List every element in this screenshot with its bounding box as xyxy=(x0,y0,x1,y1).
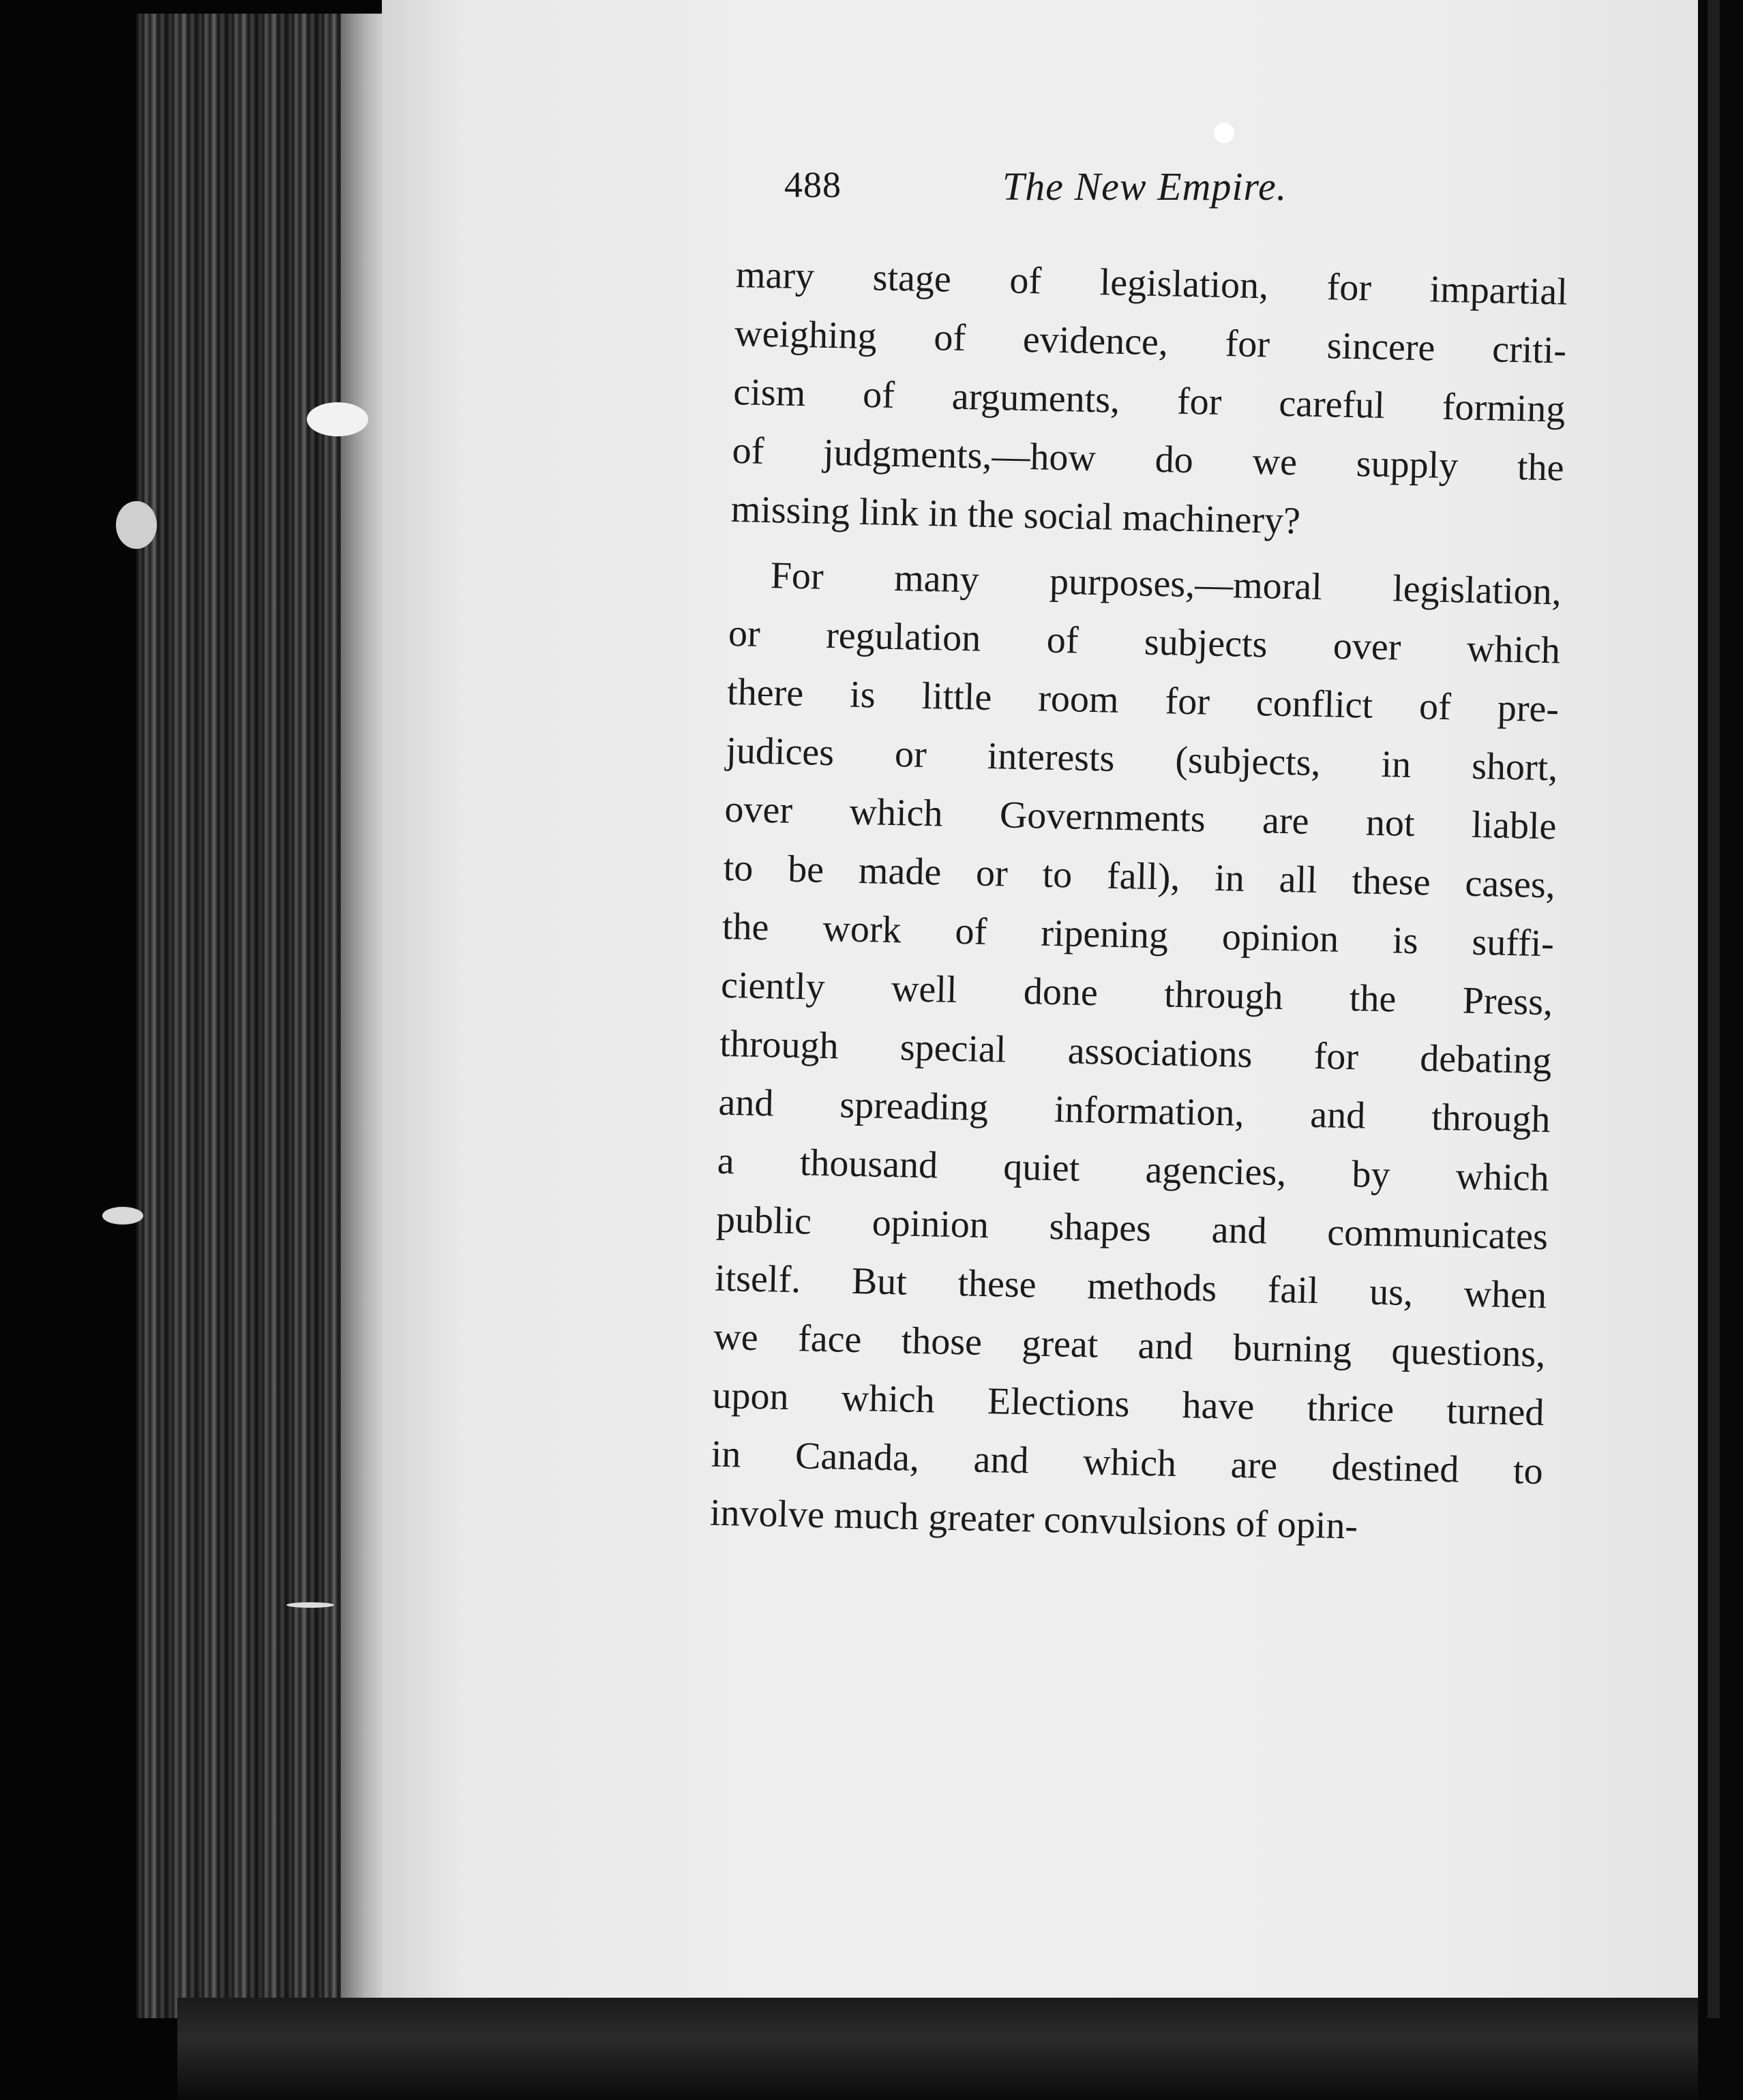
text-line: judices or interests (subjects, in short, xyxy=(725,729,1558,790)
dust-speck xyxy=(307,402,368,436)
text-line: we face those great and burning questions, xyxy=(713,1315,1546,1376)
paragraph xyxy=(730,245,1568,556)
dust-speck xyxy=(102,1207,143,1225)
dust-speck xyxy=(286,1602,334,1608)
paragraph xyxy=(709,545,1562,1559)
text-line: ciently well done through the Press, xyxy=(720,963,1553,1024)
text-line: weighing of evidence, for sincere criti- xyxy=(734,312,1567,372)
text-line: missing link in the social machinery? xyxy=(730,487,1301,543)
text-line: itself. But these methods fail us, when xyxy=(714,1257,1547,1317)
text-line: public opinion shapes and communicates xyxy=(715,1198,1549,1259)
text-line: For many purposes,—moral legislation, xyxy=(770,554,1562,614)
text-line: or regulation of subjects over which xyxy=(728,612,1561,672)
book-bottom-edge xyxy=(177,1998,1739,2100)
text-line: in Canada, and which are destined to xyxy=(711,1432,1544,1493)
text-line: through special associations for debating xyxy=(719,1022,1552,1083)
text-line: of judgments,—how do we supply the xyxy=(732,429,1565,490)
text-line: there is little room for conflict of pre- xyxy=(726,670,1560,731)
page-number: 488 xyxy=(784,164,841,205)
text-line: a thousand quiet agencies, by which xyxy=(717,1139,1550,1200)
running-header xyxy=(784,164,1466,225)
text-line: involve much greater convulsions of opin- xyxy=(709,1491,1358,1548)
dust-speck xyxy=(1214,123,1234,143)
text-line: cism of arguments, for careful forming xyxy=(732,370,1566,431)
text-line: over which Governments are not liable xyxy=(724,787,1558,848)
running-title: The New Empire. xyxy=(1002,164,1287,209)
book-right-edge xyxy=(1698,0,1743,2100)
text-line: mary stage of legislation, for impartial xyxy=(735,253,1568,314)
book-page-edges xyxy=(136,14,382,2018)
text-line: the work of ripening opinion is suffi- xyxy=(721,905,1555,965)
text-line: upon which Elections have thrice turned xyxy=(712,1374,1545,1435)
body-text xyxy=(709,245,1568,1559)
dust-speck xyxy=(116,501,157,549)
text-line: and spreading information, and through xyxy=(718,1081,1551,1141)
text-line: to be made or to fall), in all these cases, xyxy=(723,846,1556,907)
